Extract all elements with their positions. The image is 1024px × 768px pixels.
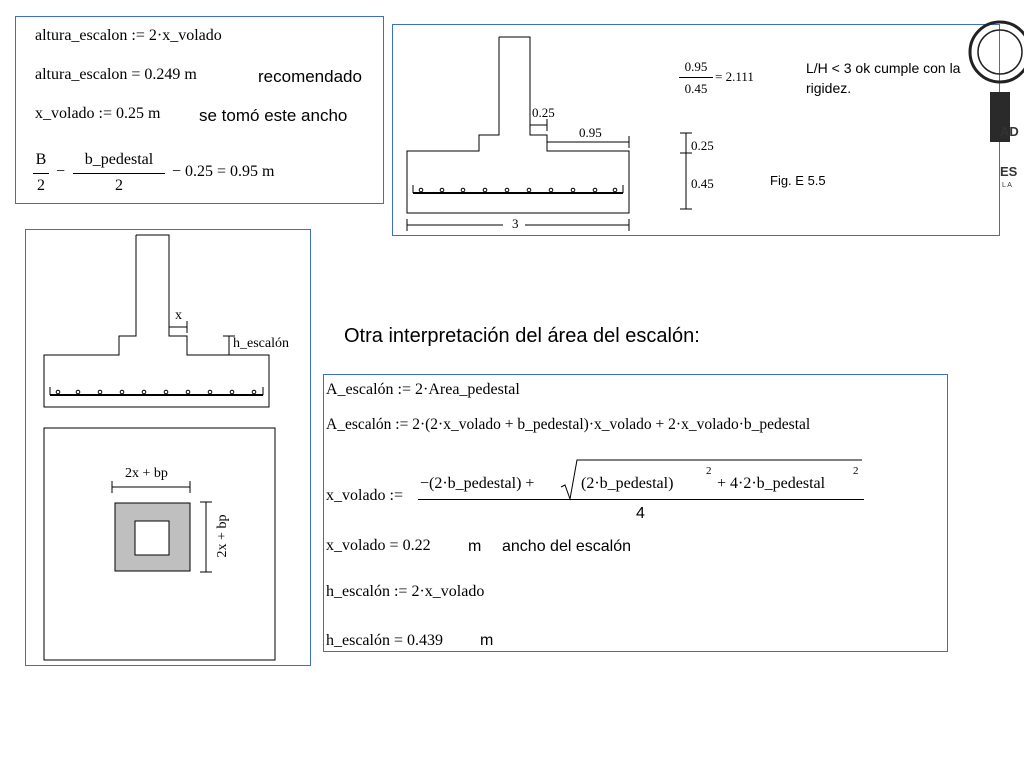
rigidity-check-line2: rigidez. — [806, 80, 852, 96]
dim-label-v-045: 0.45 — [691, 176, 714, 191]
eq-x-volado-sup1: 2 — [706, 465, 712, 477]
note-ancho-escalon: ancho del escalón — [502, 538, 631, 555]
rigidity-check-line1: L/H < 3 ok cumple con la — [806, 60, 961, 76]
ratio-num: 0.95 — [684, 59, 708, 74]
eq-x-volado-sup2: 2 — [853, 465, 859, 477]
eq-x-volado-den: 4 — [636, 505, 645, 522]
eq-x-volado-def: x_volado := 0.25 m — [35, 105, 161, 122]
equations-panel-top — [15, 16, 384, 204]
equations-panel-bottom — [323, 374, 948, 652]
eq-x-volado-fraction-line — [418, 499, 864, 500]
logo-text-la: L A — [1002, 182, 1012, 189]
frac-bped-line — [73, 173, 165, 174]
eq-x-volado-unit: m — [468, 538, 482, 555]
pedestal-square — [135, 521, 169, 555]
eq-h-escalon-def: h_escalón := 2·x_volado — [326, 583, 485, 600]
eq-x-volado-num-b: (2·b_pedestal) — [581, 475, 674, 492]
university-logo — [1000, 12, 1024, 192]
footing-elevation-drawing — [393, 25, 1000, 236]
frac-bped-num: b_pedestal — [84, 151, 154, 168]
eq-x-volado-lhs: x_volado := — [326, 487, 404, 504]
minus-sign: − — [56, 163, 66, 180]
label-2x-bp-vertical: 2x + bp — [215, 514, 230, 558]
eq-altura-escalon-value: altura_escalon = 0.249 m — [35, 66, 197, 83]
step-elevation-outline — [44, 235, 269, 407]
step-diagram-panel — [25, 229, 311, 666]
frac-b-line — [33, 173, 49, 174]
label-h-escalon: h_escalón — [233, 336, 289, 351]
logo-text-ad: AD — [1000, 124, 1019, 139]
eq-a-escalon-def: A_escalón := 2·Area_pedestal — [326, 381, 520, 398]
eq-h-escalon-value: h_escalón = 0.439 — [326, 632, 443, 649]
seal-icon — [928, 12, 988, 192]
figure-label: Fig. E 5.5 — [770, 173, 826, 188]
logo-text-es: ES — [1000, 164, 1018, 179]
label-x: x — [175, 308, 182, 323]
eq-altura-escalon-def: altura_escalon := 2·x_volado — [35, 27, 222, 44]
eq-x-volado-value: x_volado = 0.22 — [326, 537, 431, 554]
ratio-result: = 2.111 — [715, 69, 754, 84]
section-heading: Otra interpretación del área del escalón: — [344, 325, 700, 347]
eq-x-volado-num-a: −(2·b_pedestal) + — [420, 475, 535, 492]
frac-bped-den: 2 — [115, 177, 123, 194]
dim-label-025: 0.25 — [532, 105, 555, 120]
dim-label-v-025: 0.25 — [691, 138, 714, 153]
frac-b-den: 2 — [37, 177, 45, 194]
eq-x-volado-num-c: + 4·2·b_pedestal — [717, 475, 826, 492]
eq-h-escalon-unit: m — [480, 632, 494, 649]
eq-a-escalon-expanded: A_escalón := 2·(2·x_volado + b_pedestal)·x_volado + 2·x_volado·b_pedestal — [326, 416, 811, 433]
frac-b-num: B — [35, 151, 47, 168]
note-se-tomo: se tomó este ancho — [199, 106, 348, 125]
footing-diagram-panel — [392, 24, 1000, 236]
ratio-line — [679, 77, 713, 78]
dim-label-3: 3 — [512, 216, 519, 231]
dim-label-095: 0.95 — [579, 125, 602, 140]
eq-result-095: − 0.25 = 0.95 m — [172, 163, 275, 180]
label-2x-bp-horizontal: 2x + bp — [125, 466, 168, 481]
ratio-den: 0.45 — [684, 81, 708, 96]
step-elevation-and-plan-drawing — [26, 230, 311, 666]
note-recomendado: recomendado — [258, 67, 362, 86]
